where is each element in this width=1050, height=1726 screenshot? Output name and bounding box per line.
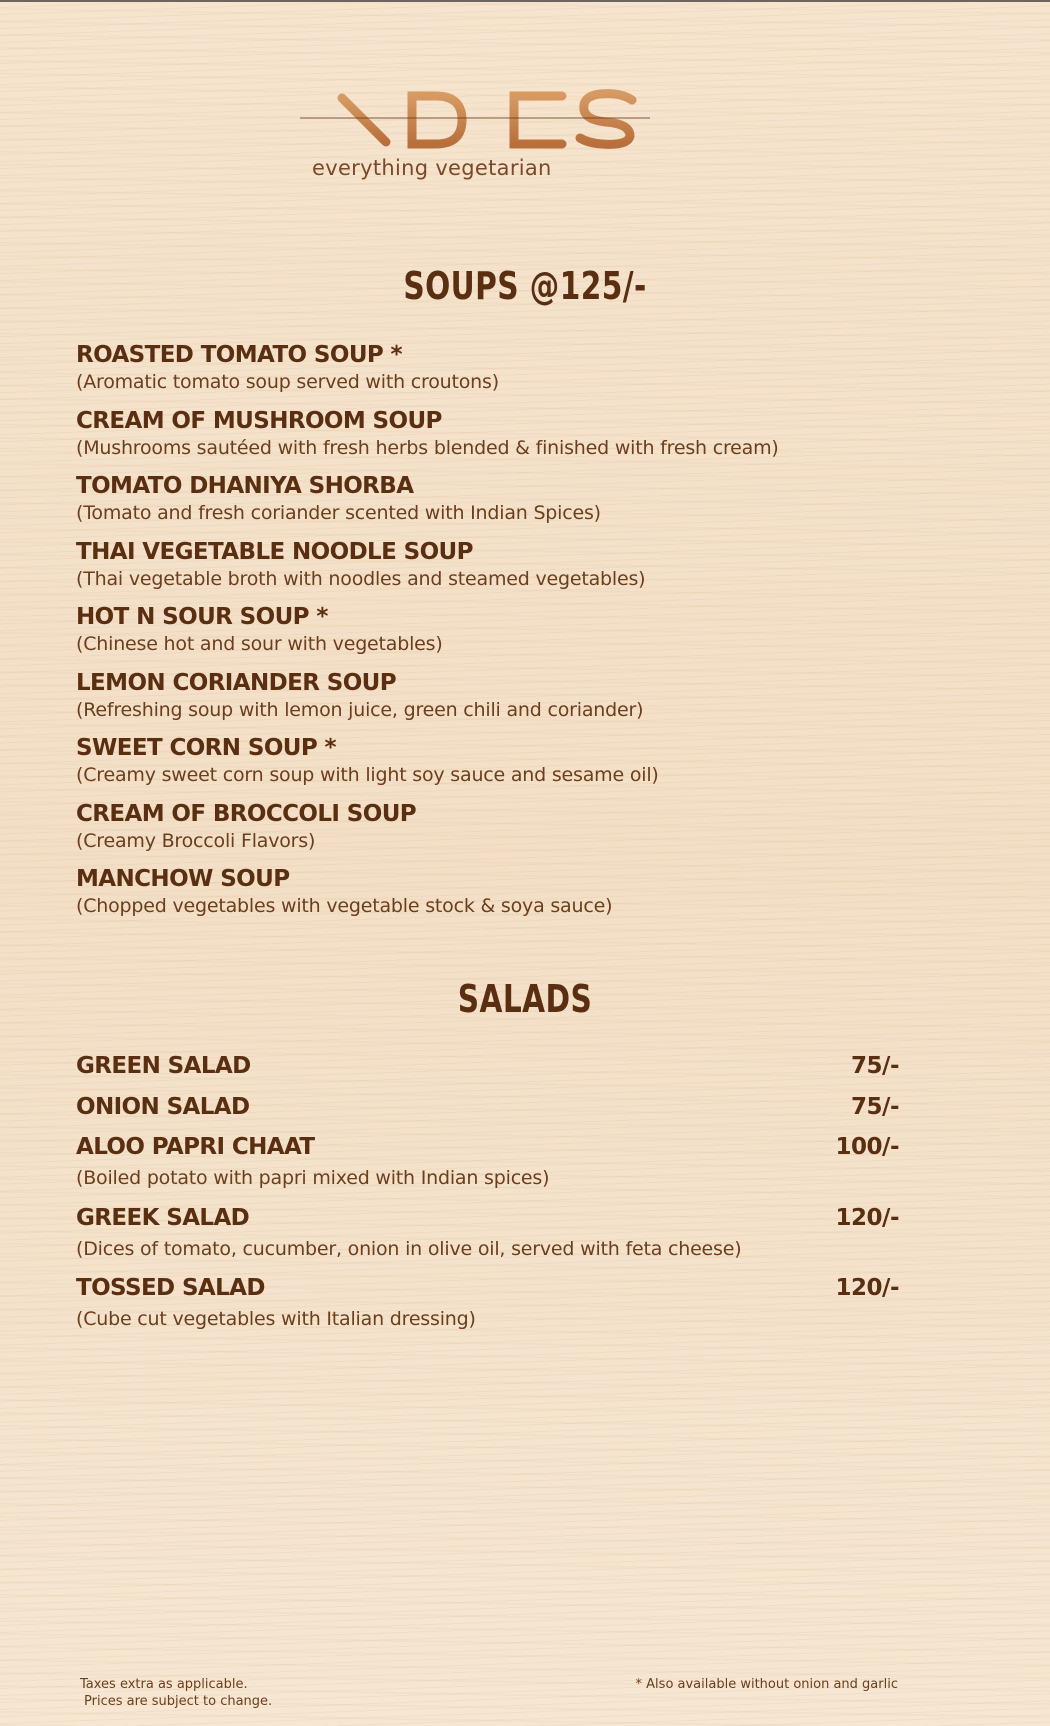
menu-item	[76, 1203, 899, 1274]
menu-item	[76, 668, 936, 734]
item-name: ONION SALAD	[76, 1093, 250, 1120]
item-name: GREEN SALAD	[76, 1053, 251, 1079]
item-price: 100/-	[835, 1134, 899, 1160]
item-name: LEMON CORIANDER SOUP	[76, 669, 396, 696]
item-description: (Boiled potato with papri mixed with Indian spices)	[76, 1167, 550, 1189]
soups-list	[76, 340, 936, 930]
item-name: SWEET CORN SOUP *	[76, 735, 336, 761]
menu-item	[76, 602, 936, 668]
soups-section-title: SOUPS @125/-	[403, 264, 647, 308]
item-description: (Cube cut vegetables with Italian dressing)	[76, 1308, 476, 1330]
item-description: (Tomato and fresh coriander scented with Indian Spices)	[76, 502, 601, 524]
taxes-note: Taxes extra as applicable.	[80, 1677, 248, 1692]
menu-item	[76, 733, 936, 799]
menu-item	[76, 1273, 899, 1331]
salads-list	[76, 1051, 899, 1331]
item-name: MANCHOW SOUP	[76, 866, 290, 892]
item-description: (Creamy Broccoli Flavors)	[76, 829, 316, 852]
item-description: (Dices of tomato, cucumber, onion in olive oil, served with feta cheese)	[76, 1237, 742, 1260]
item-name: TOMATO DHANIYA SHORBA	[76, 473, 414, 499]
salads-section-title: SALADS	[457, 977, 593, 1021]
menu-item	[76, 864, 936, 930]
menu-item	[76, 340, 936, 406]
prices-note: Prices are subject to change.	[84, 1694, 273, 1709]
footer-disclaimer	[80, 1676, 272, 1710]
item-description: (Refreshing soup with lemon juice, green chili and coriander)	[76, 698, 644, 721]
indies-logo-mark	[300, 82, 680, 162]
item-description: (Chinese hot and sour with vegetables)	[76, 633, 443, 655]
menu-item	[76, 1092, 899, 1133]
item-description: (Chopped vegetables with vegetable stock & soya sauce)	[76, 895, 613, 917]
item-name: GREEK SALAD	[76, 1204, 250, 1231]
menu-item	[76, 799, 936, 865]
item-name: CREAM OF MUSHROOM SOUP	[76, 407, 442, 434]
onion-garlic-note: * Also available without onion and garlic	[635, 1677, 898, 1692]
menu-item	[76, 537, 936, 603]
item-price: 120/-	[835, 1204, 899, 1231]
item-name: HOT N SOUR SOUP *	[76, 604, 328, 630]
logo-tagline: everything vegetarian	[312, 156, 552, 180]
item-name: ROASTED TOMATO SOUP *	[76, 342, 402, 368]
menu-item	[76, 1051, 899, 1092]
menu-item	[76, 471, 936, 537]
item-description: (Aromatic tomato soup served with croutons)	[76, 371, 499, 393]
item-price: 75/-	[851, 1053, 899, 1079]
menu-item	[76, 406, 936, 472]
item-description: (Mushrooms sautéed with fresh herbs blended & finished with fresh cream)	[76, 436, 779, 459]
item-description: (Creamy sweet corn soup with light soy sauce and sesame oil)	[76, 764, 659, 786]
item-price: 75/-	[851, 1093, 899, 1120]
item-name: TOSSED SALAD	[76, 1275, 265, 1301]
menu-item	[76, 1132, 899, 1203]
item-name: CREAM OF BROCCOLI SOUP	[76, 800, 417, 827]
top-border	[0, 0, 1050, 2]
item-name: ALOO PAPRI CHAAT	[76, 1134, 315, 1160]
item-price: 120/-	[835, 1275, 899, 1301]
item-description: (Thai vegetable broth with noodles and steamed vegetables)	[76, 567, 646, 590]
item-name: THAI VEGETABLE NOODLE SOUP	[76, 538, 473, 565]
